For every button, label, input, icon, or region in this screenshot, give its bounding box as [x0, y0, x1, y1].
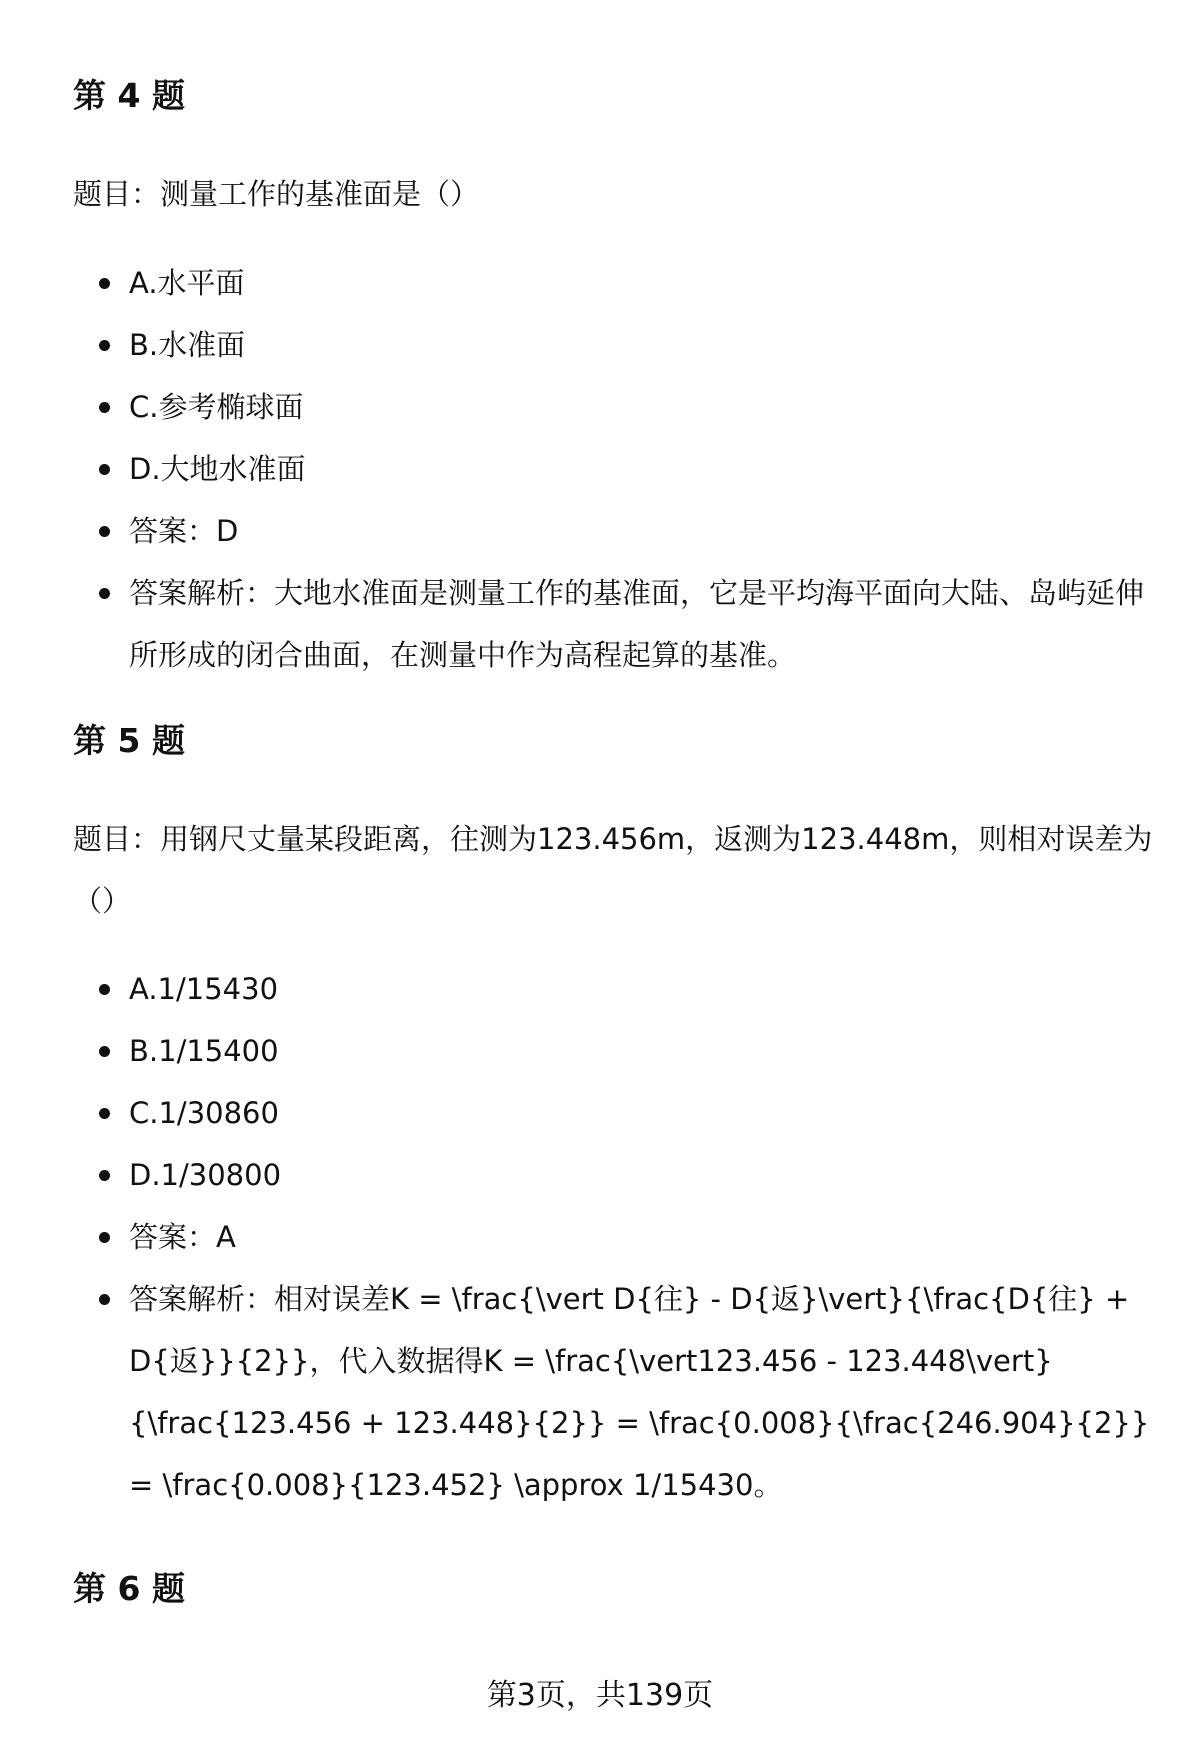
question-5-stem: 题目：用钢尺丈量某段距离，往测为123.456m，返测为123.448m，则相对误差为（）	[73, 822, 1153, 918]
option-c: C.参考椭球面	[73, 376, 1153, 438]
answer-explanation: 答案解析：大地水准面是测量工作的基准面，它是平均海平面向大陆、岛屿延伸所形成的闭合曲面，在测量中作为高程起算的基准。	[73, 562, 1153, 686]
question-5-list	[73, 958, 1153, 1516]
page-footer: 第3页，共139页	[486, 1678, 714, 1713]
option-b: B.1/15400	[73, 1020, 1153, 1082]
option-d: D.大地水准面	[73, 438, 1153, 500]
question-5-heading: 第 5 题	[73, 721, 185, 760]
answer-explanation: 答案解析：相对误差K = \frac{\vert D{往} - D{返}\vert}{\frac{D{往} + D{返}}{2}}，代入数据得K = \frac{\vert123.456 - 123.448\vert}{\frac{123.456 + 123.448}{2}} = \frac{0.008}{\frac{246.904}{2}} = \frac{0.008}{123.452} \approx 1/15430。	[73, 1268, 1153, 1516]
question-4-heading: 第 4 题	[73, 76, 185, 115]
option-d: D.1/30800	[73, 1144, 1153, 1206]
question-4-stem: 题目：测量工作的基准面是（）	[73, 177, 480, 211]
option-a: A.水平面	[73, 252, 1153, 314]
option-b: B.水准面	[73, 314, 1153, 376]
answer: 答案：D	[73, 500, 1153, 562]
question-6-heading: 第 6 题	[73, 1569, 185, 1608]
option-a: A.1/15430	[73, 958, 1153, 1020]
answer: 答案：A	[73, 1206, 1153, 1268]
question-4-list	[73, 252, 1153, 686]
option-c: C.1/30860	[73, 1082, 1153, 1144]
